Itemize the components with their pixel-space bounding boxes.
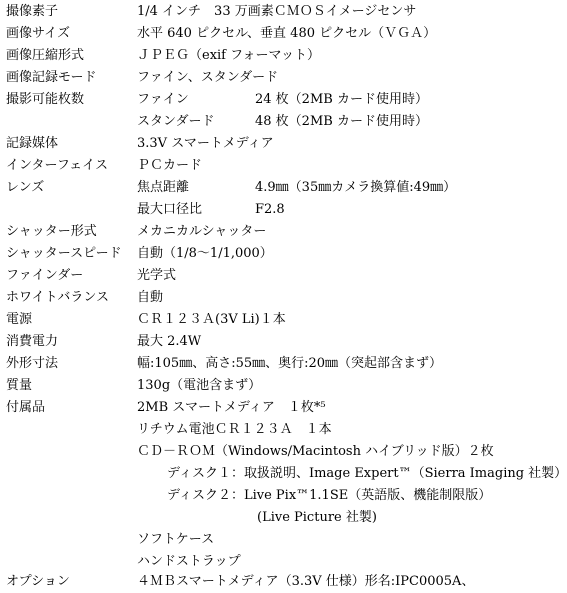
spec-row — [0, 243, 567, 265]
spec-row — [0, 1, 567, 23]
accessory-soft-case: ソフトケース — [137, 532, 215, 547]
accessory-hand-strap: ハンドストラップ — [137, 554, 241, 569]
spec-row — [0, 23, 567, 45]
spec-label-media: 記録媒体 — [6, 136, 59, 151]
spec-row — [0, 199, 567, 221]
accessory-disc1: ディスク１：取扱説明、Image Expert™（Sierra Imaging 社製） — [167, 466, 567, 481]
spec-label-white-balance: ホワイトバランス — [6, 290, 109, 305]
spec-label-accessories: 付属品 — [6, 400, 46, 415]
spec-value-shot-mode-standard: スタンダード — [137, 114, 215, 129]
spec-row — [0, 265, 567, 287]
spec-label-weight: 質量 — [6, 378, 33, 393]
spec-label-image-sensor: 撮像素子 — [6, 4, 59, 19]
spec-value-compression: ＪＰＥＧ（exif フォーマット） — [137, 48, 320, 63]
spec-row — [0, 177, 567, 199]
spec-value-consumption: 最大 2.4W — [137, 334, 202, 349]
accessory-cdrom: ＣＤ－ＲＯＭ（Windows/Macintosh ハイブリッド版）２枚 — [137, 444, 494, 459]
spec-value-shot-count-standard: 48 枚（2MB カード使用時） — [255, 114, 428, 129]
spec-row — [0, 571, 567, 593]
spec-value-shutter-speed: 自動（1/8〜1/1,000） — [137, 246, 273, 261]
spec-value-focal-length-label: 焦点距離 — [137, 180, 190, 195]
spec-value-media: 3.3V スマートメディア — [137, 136, 274, 151]
spec-value-focal-length: 4.9㎜（35㎜カメラ換算値:49㎜） — [255, 180, 457, 195]
spec-row — [0, 89, 567, 111]
accessory-disc2: ディスク２：Live Pix™1.1SE（英語版、機能制限版） — [167, 488, 492, 503]
spec-value-shot-mode-fine: ファイン — [137, 92, 189, 107]
spec-label-shutter-type: シャッター形式 — [6, 224, 97, 239]
spec-value-image-sensor: 1/4 インチ 33 万画素ＣＭＯＳイメージセンサ — [137, 4, 417, 19]
spec-label-finder: ファインダー — [6, 268, 84, 283]
spec-value-finder: 光学式 — [137, 268, 177, 283]
spec-row — [0, 287, 567, 309]
spec-label-compression: 画像圧縮形式 — [6, 48, 85, 63]
spec-row — [0, 133, 567, 155]
spec-value-aperture: F2.8 — [255, 202, 285, 217]
spec-value-image-size: 水平 640 ピクセル、垂直 480 ピクセル（ＶＧＡ） — [137, 26, 437, 41]
spec-row — [0, 331, 567, 353]
spec-row — [0, 155, 567, 177]
spec-row — [0, 507, 567, 529]
accessory-battery: リチウム電池ＣＲ１２３Ａ １本 — [137, 422, 332, 437]
spec-label-dimensions: 外形寸法 — [6, 356, 59, 371]
spec-row — [0, 221, 567, 243]
spec-row — [0, 551, 567, 573]
spec-row — [0, 309, 567, 331]
spec-label-consumption: 消費電力 — [6, 334, 59, 349]
spec-value-record-mode: ファイン、スタンダード — [137, 70, 279, 85]
accessory-disc2-maker: (Live Picture 社製) — [257, 510, 377, 525]
spec-value-weight: 130g（電池含まず） — [137, 378, 262, 393]
spec-row — [0, 529, 567, 551]
spec-label-shot-count: 撮影可能枚数 — [6, 92, 85, 107]
spec-value-shot-count-fine: 24 枚（2MB カード使用時） — [255, 92, 428, 107]
spec-value-dimensions: 幅:105㎜、高さ:55㎜、奥行:20㎜（突起部含まず） — [137, 356, 443, 371]
spec-value-shutter-type: メカニカルシャッター — [137, 224, 267, 239]
spec-value-aperture-label: 最大口径比 — [137, 202, 203, 217]
spec-row — [0, 67, 567, 89]
spec-row — [0, 353, 567, 375]
spec-value-accessory-smartmedia: 2MB スマートメディア １枚*⁵ — [137, 400, 326, 415]
spec-label-image-size: 画像サイズ — [6, 26, 70, 41]
spec-row — [0, 397, 567, 419]
spec-row — [0, 441, 567, 463]
spec-row — [0, 463, 567, 485]
spec-row — [0, 45, 567, 67]
spec-value-power: ＣＲ１２３Ａ(3V Li)１本 — [137, 312, 286, 327]
spec-label-interface: インターフェイス — [6, 158, 109, 173]
spec-value-interface: ＰＣカード — [137, 158, 203, 173]
spec-label-record-mode: 画像記録モード — [6, 70, 97, 85]
spec-label-shutter-speed: シャッタースピード — [6, 246, 122, 261]
spec-row — [0, 419, 567, 441]
spec-label-option: オプション — [6, 574, 70, 589]
spec-row — [0, 375, 567, 397]
spec-value-option: ４ＭＢスマートメディア（3.3V 仕様）形名:IPC0005A、 — [137, 574, 475, 589]
spec-row — [0, 111, 567, 133]
spec-label-power: 電源 — [6, 312, 33, 327]
spec-row — [0, 485, 567, 507]
spec-label-lens: レンズ — [6, 180, 45, 195]
spec-value-white-balance: 自動 — [137, 290, 164, 305]
